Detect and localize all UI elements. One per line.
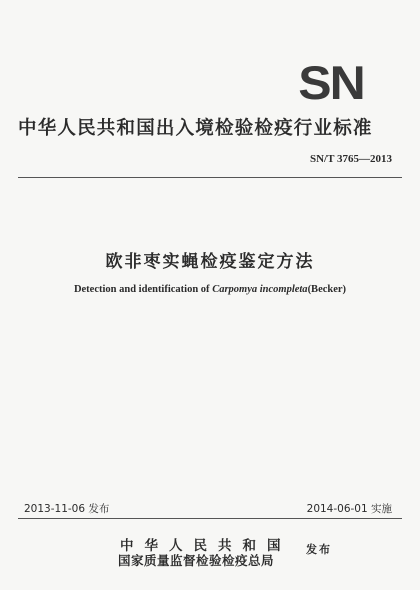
standard-type-title: 中华人民共和国出入境检验检疫行业标准	[18, 118, 373, 139]
implementation-date: 2014-06-01 实施	[306, 503, 392, 515]
document-title-cn: 欧非枣实蝇检疫鉴定方法	[105, 252, 315, 272]
document-title-en	[0, 284, 420, 295]
issue-date: 2013-11-06 发布	[24, 503, 110, 515]
issuer-agency: 国家质量监督检验检疫总局	[118, 553, 275, 568]
publish-label: 发布	[306, 543, 332, 556]
top-divider	[18, 177, 402, 178]
sn-logo: SN	[298, 56, 364, 110]
title-en-prefix: Detection and identification of	[73, 284, 213, 295]
title-en-species: Carpomya incompleta	[212, 284, 308, 295]
bottom-divider	[18, 518, 402, 519]
issuer-country: 中华人民共和国	[120, 538, 292, 554]
standard-code: SN/T 3765—2013	[309, 153, 392, 165]
title-en-suffix: (Becker)	[307, 284, 347, 295]
